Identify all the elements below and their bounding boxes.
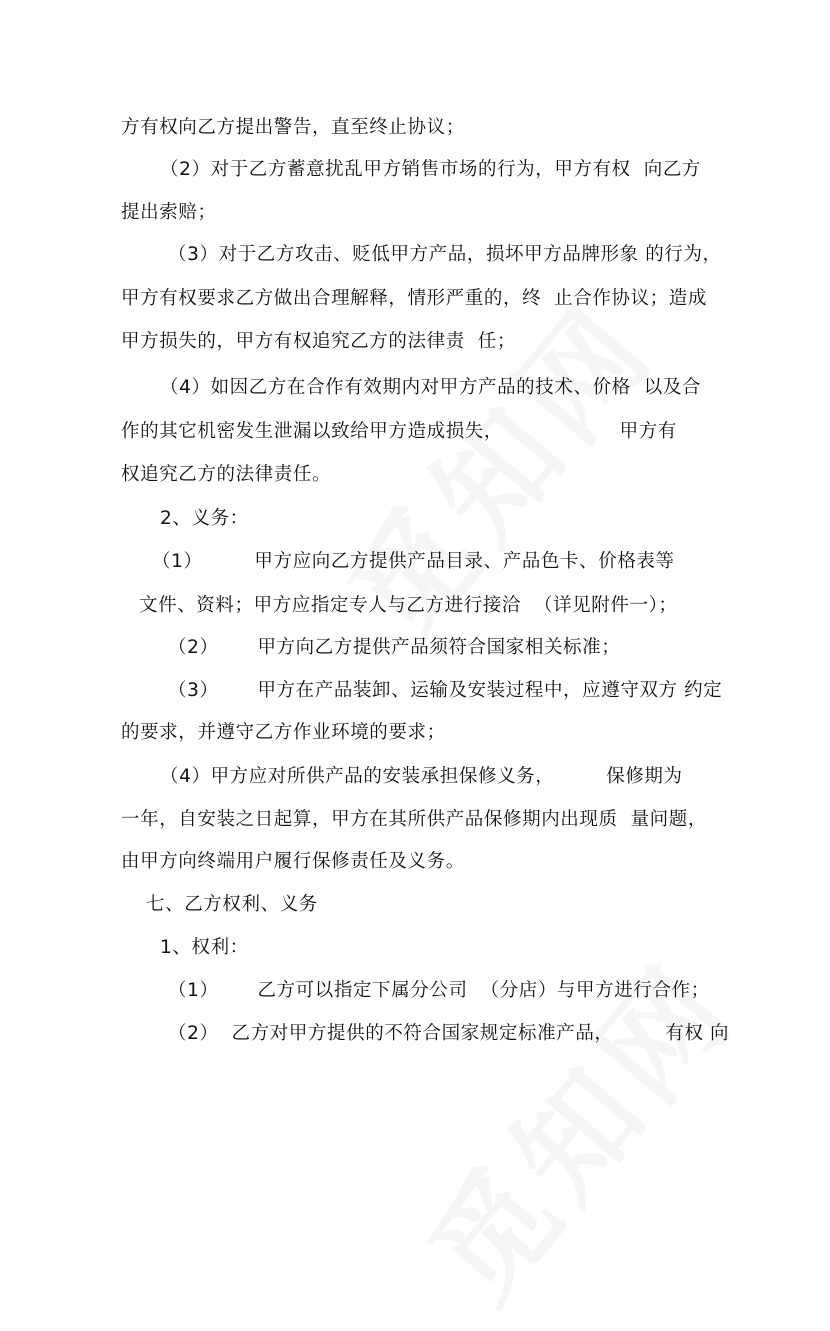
text-line: （1） 乙方可以指定下属分公司 （分店）与甲方进行合作； <box>168 980 710 1001</box>
text-line: 的要求，并遵守乙方作业环境的要求； <box>121 722 446 743</box>
section-heading: 七、乙方权利、义务 <box>146 894 318 915</box>
text-line: 一年，自安装之日起算，甲方在其所供产品保修期内出现质 量问题， <box>121 809 707 830</box>
text-line: 作的其它机密发生泄漏以致给甲方造成损失， 甲方有 <box>121 421 677 442</box>
text-line: （4）甲方应对所供产品的安装承担保修义务， 保修期为 <box>160 766 683 787</box>
text-line: 文件、资料；甲方应指定专人与乙方进行接洽 （详见附件一）； <box>139 595 678 616</box>
text-line: 甲方损失的，甲方有权追究乙方的法律责 任； <box>121 331 516 352</box>
text-line: （1） 甲方应向乙方提供产品目录、产品色卡、价格表等 <box>152 551 675 572</box>
text-line: 方有权向乙方提出警告，直至终止协议； <box>121 117 465 138</box>
text-line: （2）对于乙方蓄意扰乱甲方销售市场的行为，甲方有权 向乙方 <box>160 159 702 180</box>
text-line: 甲方有权要求乙方做出合理解释，情形严重的，终 止合作协议；造成 <box>121 288 707 309</box>
text-line: 由甲方向终端用户履行保修责任及义务。 <box>121 851 465 872</box>
text-line: （2） 乙方对甲方提供的不符合国家规定标准产品， 有权 向 <box>168 1023 730 1044</box>
text-line: 权追究乙方的法律责任。 <box>121 464 332 485</box>
text-line: （2） 甲方向乙方提供产品须符合国家相关标准； <box>168 637 621 658</box>
text-line: （3）对于乙方攻击、贬低甲方产品，损坏甲方品牌形象 的行为， <box>168 244 722 265</box>
section-heading: 1、权利： <box>160 937 249 958</box>
text-line: （4）如因乙方在合作有效期内对甲方产品的技术、价格 以及合 <box>160 377 702 398</box>
text-line: 提出索赔； <box>121 202 217 223</box>
text-line: （3） 甲方在产品装卸、运输及安装过程中，应遵守双方 约定 <box>168 680 723 701</box>
section-heading: 2、义务： <box>160 508 249 529</box>
